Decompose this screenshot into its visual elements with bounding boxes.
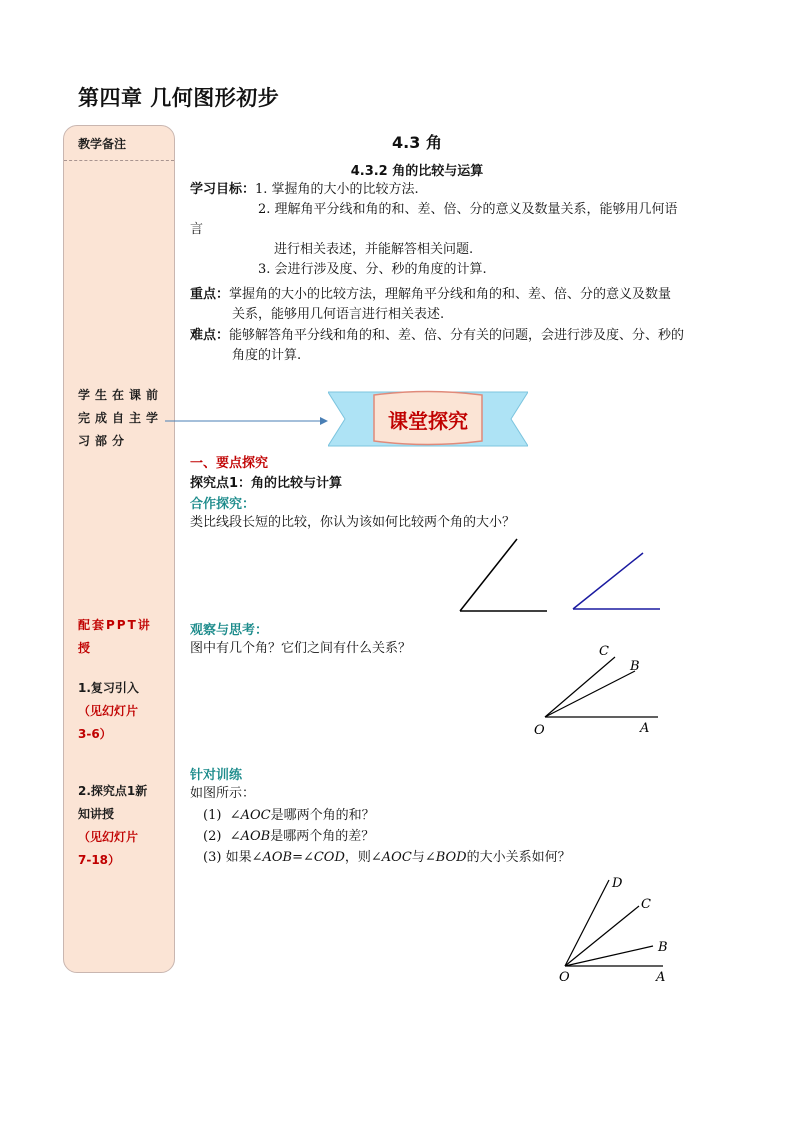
coop-label: 合作探究： [190, 497, 256, 512]
three-rays-figure [530, 640, 660, 740]
difficult-points: 难点：能够解答角平分线和角的和、差、倍、分有关的问题，会进行涉及度、分、秒的 角度的计算. [190, 328, 685, 363]
section-title: 4.3 角 [392, 133, 442, 152]
section-subtitle: 4.3.2 角的比较与运算 [350, 164, 484, 179]
label-b: B [630, 659, 640, 674]
classroom-explore-banner [328, 388, 528, 450]
training-intro: 如图所示： [190, 786, 256, 801]
observe-question: 图中有几个角？它们之间有什么关系？ [190, 641, 412, 656]
training-question-1: (1) ∠AOC是哪两个角的和？ [203, 808, 375, 823]
training-question-3: (3) 如果∠AOB=∠COD，则∠AOC与∠BOD的大小关系如何？ [203, 850, 571, 865]
training-question-2: (2) ∠AOB是哪两个角的差？ [203, 829, 375, 844]
training-label: 针对训练 [190, 768, 243, 783]
coop-question: 类比线段长短的比较，你认为该如何比较两个角的大小？ [190, 515, 516, 530]
label-d: D [612, 876, 623, 891]
explore-point-1: 探究点1：角的比较与计算 [190, 476, 343, 491]
label-b: B [658, 940, 668, 955]
key-points: 重点：掌握角的大小的比较方法，理解角平分线和角的和、差、倍、分的意义及数量 关系，能够用几何语言进行相关表述. [190, 287, 672, 322]
label-c: C [641, 897, 651, 912]
label-c: C [599, 644, 609, 659]
explore-heading: 一、要点探究 [190, 456, 269, 471]
label-o: O [534, 723, 545, 738]
label-o: O [559, 970, 570, 985]
sidebar-note-self-study: 学生在课前 完成自主学 习部分 [78, 388, 164, 448]
two-angles-figure [455, 535, 665, 615]
observe-label: 观察与思考： [190, 623, 269, 638]
sidebar-item-review: 1.复习引入 （见幻灯片 3-6） [78, 681, 139, 741]
learning-objectives: 学习目标：1. 掌握角的大小的比较方法. 2. 理解角平分线和角的和、差、倍、分的意义及数量关系，能够用几何语 言 进行相关表述，并能解答相关问题. 3. 会进行涉及度、分、秒的角度的计算. [190, 182, 678, 277]
label-a: A [656, 970, 666, 985]
sidebar-note-ppt: 配套PPT讲 授 [78, 618, 152, 655]
chapter-title: 第四章 几何图形初步 [78, 86, 280, 110]
four-rays-figure [555, 870, 675, 985]
banner-text: 课堂探究 [388, 409, 468, 433]
label-a: A [640, 721, 650, 736]
sidebar-header: 教学备注 [78, 137, 127, 151]
sidebar-item-explore: 2.探究点1新 知讲授 （见幻灯片 7-18） [78, 784, 148, 867]
